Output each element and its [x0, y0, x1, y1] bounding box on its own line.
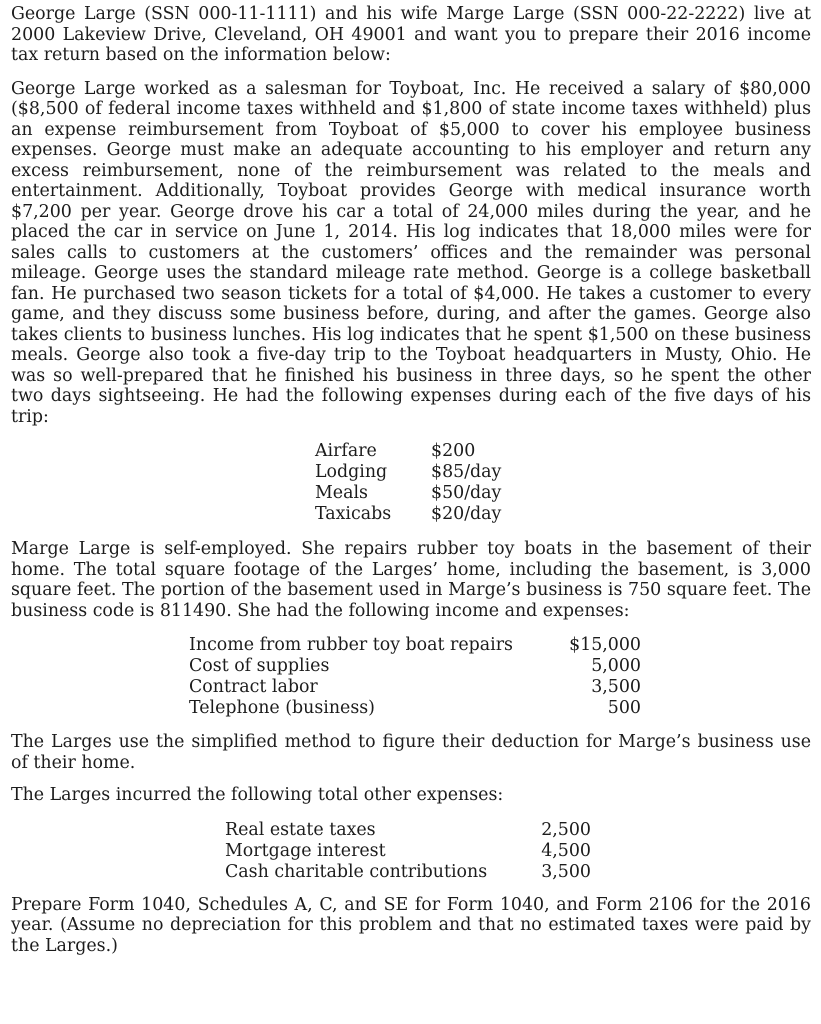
trip-expense-amount: $20/day [431, 504, 502, 524]
table-row [315, 462, 501, 483]
trip-expense-label: Lodging [315, 462, 388, 482]
trip-expense-label: Airfare [315, 441, 377, 461]
other-expenses-table [225, 820, 591, 883]
other-expense-label: Real estate taxes [225, 819, 376, 840]
trip-expense-amount: $85/day [431, 462, 502, 482]
trip-expense-amount: $50/day [431, 483, 502, 503]
table-row [189, 656, 641, 677]
trip-expenses-table [315, 441, 501, 525]
table-row [315, 483, 501, 504]
table-row [315, 504, 501, 525]
trip-expense-label: Meals [315, 483, 368, 503]
other-expense-amount: 2,500 [541, 819, 591, 840]
business-item-label: Contract labor [189, 677, 318, 697]
other-expenses-intro: The Larges incurred the following total other expenses: [11, 785, 504, 805]
table-row [189, 677, 641, 698]
trip-expense-amount: $200 [431, 441, 476, 461]
table-row [225, 841, 591, 862]
business-items-table [189, 635, 641, 719]
trip-expense-label: Taxicabs [315, 504, 392, 524]
table-row [189, 698, 641, 719]
intro-paragraph: George Large (SSN 000-11-1111) and his wife Marge Large (SSN 000-22-2222) live at 2000 Lakeview Drive, Cleveland, OH 49001 and want you to prepare their 2016 income tax return based on the information below: [11, 4, 811, 65]
business-item-label: Cost of supplies [189, 656, 330, 676]
table-row [315, 441, 501, 462]
business-item-label: Telephone (business) [189, 698, 375, 718]
other-expense-label: Mortgage interest [225, 840, 386, 861]
business-item-amount: $15,000 [569, 635, 641, 655]
table-row [225, 820, 591, 841]
table-row [189, 635, 641, 656]
simplified-method-paragraph: The Larges use the simplified method to figure their deduction for Marge’s business use of their home. [11, 732, 811, 773]
business-item-amount: 500 [607, 698, 641, 718]
business-item-amount: 3,500 [591, 677, 641, 697]
instructions-paragraph: Prepare Form 1040, Schedules A, C, and SE for Form 1040, and Form 2106 for the 2016 year. (Assume no depreciation for this problem and that no estimated taxes were paid by the Larges.) [11, 894, 811, 956]
other-expense-label: Cash charitable contributions [225, 861, 488, 882]
table-row [225, 862, 591, 883]
other-expense-amount: 4,500 [541, 840, 591, 861]
other-expense-amount: 3,500 [541, 861, 591, 882]
marge-paragraph: Marge Large is self-employed. She repairs rubber toy boats in the basement of their home. The total square footage of the Larges’ home, including the basement, is 3,000 square feet. The portion of the basement used in Marge’s business is 750 square feet. The business code is 811490. She had the following income and expenses: [11, 539, 811, 621]
business-item-amount: 5,000 [591, 656, 641, 676]
george-paragraph: George Large worked as a salesman for Toyboat, Inc. He received a salary of $80,000 ($8,500 of federal income taxes withheld and $1,800 of state income taxes withheld) plus an expense reimbursement from Toyboat of $5,000 to cover his employee business expenses. George must make an adequate accounting to his employer and return any excess reimbursement, none of the reimbursement was related to the meals and entertainment. Additionally, Toyboat provides George with medical insurance worth $7,200 per year. George drove his car a total of 24,000 miles during the year, and he placed the car in service on June 1, 2014. His log indicates that 18,000 miles were for sales calls to customers at the customers’ offices and the remainder was personal mileage. George uses the standard mileage rate method. George is a college basketball fan. He purchased two season tickets for a total of $4,000. He takes a customer to every game, and they discuss some business before, during, and after the games. George also takes clients to business lunches. His log indicates that he spent $1,500 on these business meals. George also took a five-day trip to the Toyboat headquarters in Musty, Ohio. He was so well-prepared that he finished his business in three days, so he spent the other two days sightseeing. He had the following expenses during each of the five days of his trip: [11, 78, 811, 427]
business-item-label: Income from rubber toy boat repairs [189, 635, 513, 655]
